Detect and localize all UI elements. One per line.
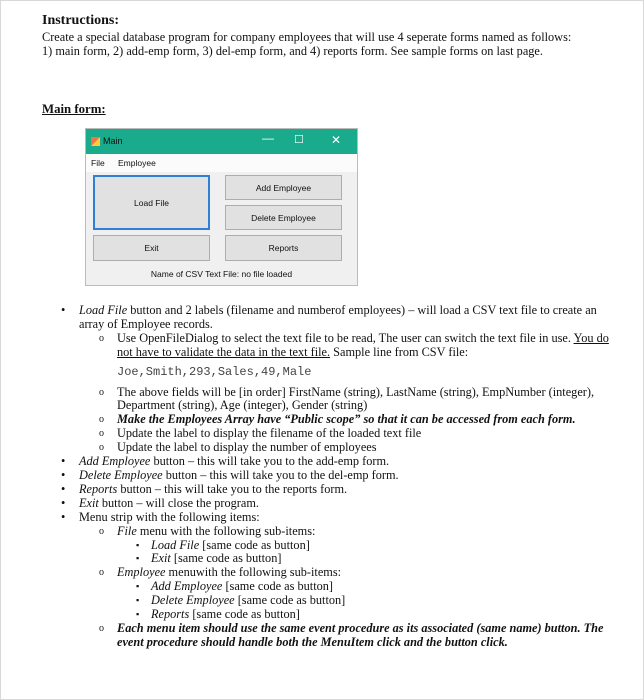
list-item <box>61 539 621 553</box>
reports-button[interactable]: Reports <box>225 235 342 261</box>
title-bar <box>86 129 357 154</box>
text: Make the Employees Array have “Public scope” so that it can be accessed from each form. <box>117 412 576 427</box>
csv-sample-line: Joe,Smith,293,Sales,49,Male <box>117 364 312 379</box>
intro-line: 1) main form, 2) add-emp form, 3) del-emp form, and 4) reports form. See sample forms on last page. <box>42 43 543 58</box>
em: Employee <box>117 565 166 580</box>
text: button – this will take you to the del-emp form. <box>162 467 399 482</box>
list-item <box>61 552 621 566</box>
text: [same code as button] <box>189 607 300 622</box>
text: button – this will take you to the add-emp form. <box>150 454 390 469</box>
add-employee-button[interactable]: Add Employee <box>225 175 342 200</box>
text: Sample line from CSV file: <box>330 344 469 359</box>
menu-strip <box>86 154 357 172</box>
intro-text <box>42 31 622 58</box>
text: Each menu item should use the same event procedure as its associated (same name) button. The event procedure should handle both the MenuItem click and the button click. <box>117 620 604 649</box>
list-item: o Update the label to display the filename of the loaded text file <box>61 427 621 441</box>
text: button – this will take you to the reports form. <box>117 481 348 496</box>
main-form-window <box>85 128 358 286</box>
em: Load File <box>151 537 200 552</box>
list-item <box>61 580 621 594</box>
load-file-button[interactable]: Load File <box>93 175 210 230</box>
intro-line: Create a special database program for company employees that will use 4 seperate forms named as follows: <box>42 30 572 44</box>
em: Load File <box>79 303 128 317</box>
em: Exit <box>151 551 171 566</box>
list-item <box>61 608 621 622</box>
maximize-icon[interactable]: ☐ <box>294 134 304 146</box>
text: menu with the following sub-items: <box>136 523 316 538</box>
em: Exit <box>79 495 99 510</box>
text: [same code as button] <box>222 579 334 594</box>
text: button and 2 labels (filename and numberof employees) – will load a CSV text file to create an array of Employee records. <box>79 303 597 331</box>
underlined-text: You do not have to validate the data in the text file. <box>117 330 609 359</box>
window-title: Main <box>103 136 123 146</box>
status-value: no file loaded <box>241 269 293 279</box>
em: Add Employee <box>151 579 223 594</box>
em: Delete Employee <box>151 593 235 608</box>
instructions-heading: Instructions: <box>42 13 120 28</box>
list-item <box>61 304 621 332</box>
delete-employee-button[interactable]: Delete Employee <box>225 205 342 230</box>
app-icon <box>91 137 100 146</box>
list-item: • Menu strip with the following items: <box>61 511 621 525</box>
close-icon[interactable]: ✕ <box>331 133 342 147</box>
main-form-label: Main form: <box>42 102 106 116</box>
menu-employee[interactable]: Employee <box>118 158 156 168</box>
text: [same code as button] <box>234 593 346 608</box>
status-label: Name of CSV Text File: <box>150 269 240 279</box>
csv-file-status <box>86 269 357 279</box>
text: button – will close the program. <box>98 495 259 510</box>
list-item <box>61 622 621 650</box>
em: Reports <box>151 607 190 622</box>
list-item <box>61 332 621 360</box>
em: Reports <box>79 481 118 496</box>
text: Use OpenFileDialog to select the text file to be read, The user can switch the text file in use. <box>117 330 574 345</box>
list-item <box>61 525 621 539</box>
em: Add Employee <box>79 454 151 469</box>
list-item <box>61 566 621 580</box>
em: Delete Employee <box>79 467 163 482</box>
list-item <box>61 594 621 608</box>
text: [same code as button] <box>170 551 282 566</box>
requirements-list <box>61 304 621 650</box>
list-item: o The above fields will be [in order] FirstName (string), LastName (string), EmpNumber (integer), Department (string), Age (integer), Gender (string) <box>61 386 621 414</box>
list-item <box>61 455 621 469</box>
menu-file[interactable]: File <box>91 158 105 168</box>
list-item: o Update the label to display the number of employees <box>61 441 621 455</box>
list-item <box>61 497 621 511</box>
minimize-icon[interactable]: — <box>262 131 274 145</box>
list-item <box>61 413 621 427</box>
text: [same code as button] <box>199 537 310 552</box>
list-item <box>61 469 621 483</box>
exit-button[interactable]: Exit <box>93 235 210 261</box>
text: menuwith the following sub-items: <box>165 565 342 580</box>
list-item <box>61 483 621 497</box>
em: File <box>117 523 137 538</box>
